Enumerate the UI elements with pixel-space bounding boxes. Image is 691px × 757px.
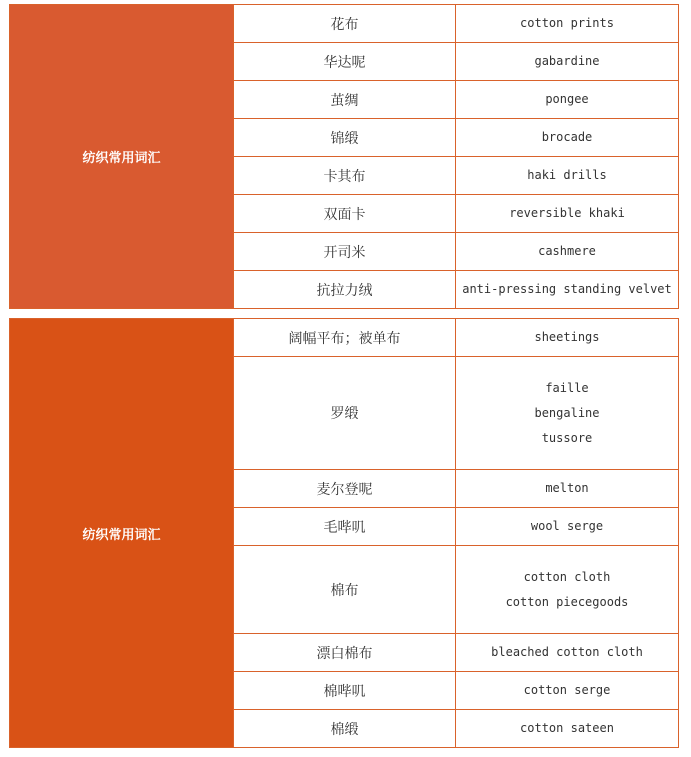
chinese-term: 花布 [234, 5, 456, 43]
english-term: tussore [541, 430, 593, 445]
english-term: reversible khaki [509, 206, 625, 220]
english-term-cell [456, 672, 679, 710]
category-cell: 纺织常用词汇 [10, 319, 234, 748]
english-term: bengaline [534, 405, 600, 420]
english-term-cell [456, 81, 679, 119]
chinese-term: 棉布 [234, 546, 456, 634]
chinese-term: 阔幅平布；被单布 [234, 319, 456, 357]
english-term-cell [456, 508, 679, 546]
english-term: melton [545, 481, 589, 495]
chinese-term: 麦尔登呢 [234, 470, 456, 508]
english-term: cotton sateen [520, 721, 614, 735]
english-term-cell [456, 319, 679, 357]
english-term-cell [456, 546, 679, 634]
english-term: haki drills [527, 168, 607, 182]
english-term-cell [456, 119, 679, 157]
english-term: bleached cotton cloth [491, 645, 643, 659]
english-term-cell [456, 233, 679, 271]
chinese-term: 罗缎 [234, 357, 456, 470]
english-term-cell [456, 195, 679, 233]
english-term-cell [456, 470, 679, 508]
english-term: pongee [545, 92, 589, 106]
english-term: brocade [541, 130, 593, 144]
vocabulary-table-1 [9, 4, 679, 309]
chinese-term: 棉哔叽 [234, 672, 456, 710]
chinese-term: 卡其布 [234, 157, 456, 195]
english-term: gabardine [534, 54, 600, 68]
english-term-cell [456, 357, 679, 470]
chinese-term: 漂白棉布 [234, 634, 456, 672]
english-term: anti-pressing standing velvet [462, 282, 672, 296]
chinese-term: 华达呢 [234, 43, 456, 81]
english-term-cell [456, 710, 679, 748]
chinese-term: 抗拉力绒 [234, 271, 456, 309]
english-term-cell [456, 157, 679, 195]
vocabulary-table-2 [9, 318, 679, 748]
english-term-cell [456, 271, 679, 309]
english-term: cotton prints [520, 16, 614, 30]
english-term: faille [545, 380, 589, 395]
chinese-term: 锦缎 [234, 119, 456, 157]
chinese-term: 茧绸 [234, 81, 456, 119]
english-term: sheetings [534, 330, 600, 344]
english-term-cell [456, 43, 679, 81]
english-term: cotton serge [523, 683, 611, 697]
english-term: wool serge [530, 519, 604, 533]
english-term-cell [456, 634, 679, 672]
chinese-term: 棉缎 [234, 710, 456, 748]
chinese-term: 开司米 [234, 233, 456, 271]
chinese-term: 毛哔叽 [234, 508, 456, 546]
english-term: cotton cloth [523, 569, 611, 584]
category-cell: 纺织常用词汇 [10, 5, 234, 309]
english-term: cotton piecegoods [505, 594, 629, 609]
english-term-cell [456, 5, 679, 43]
chinese-term: 双面卡 [234, 195, 456, 233]
english-term: cashmere [538, 244, 596, 258]
table-row [10, 319, 679, 357]
table-row [10, 5, 679, 43]
